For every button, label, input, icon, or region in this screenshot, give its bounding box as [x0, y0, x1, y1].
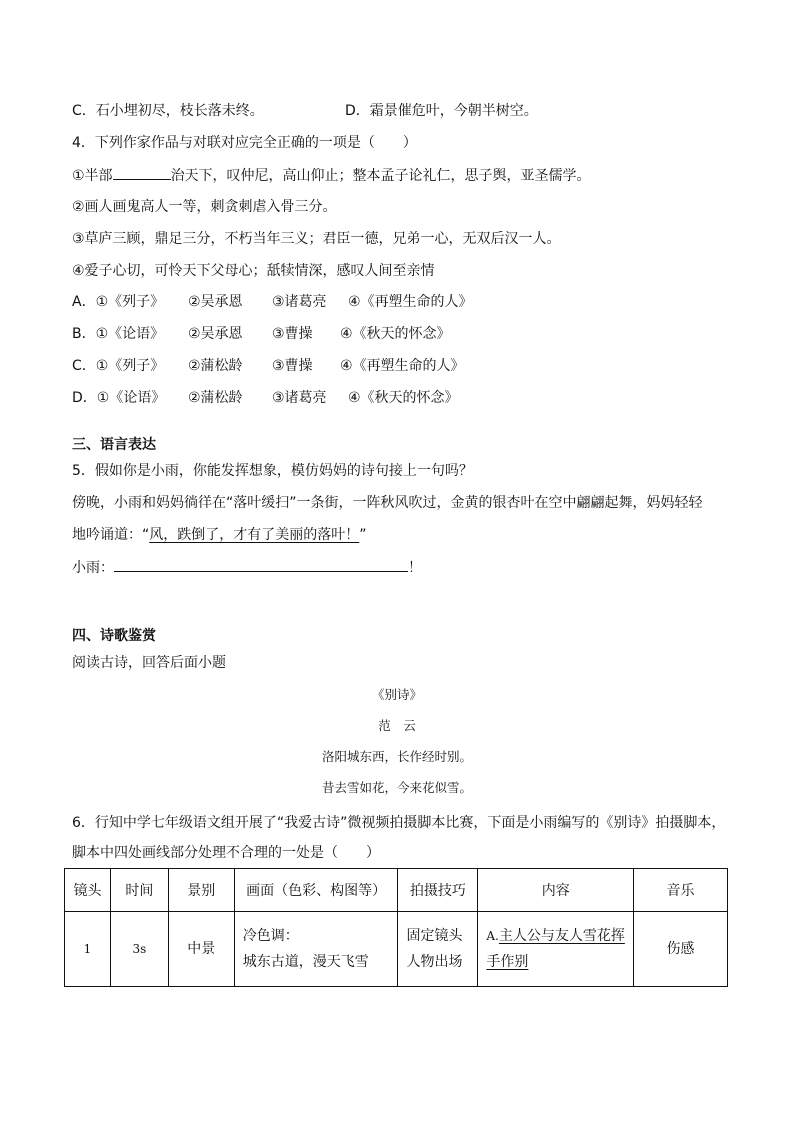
q5-context-line-2: 地吟诵道：“风，跌倒了，才有了美丽的落叶！”	[72, 527, 367, 543]
cell-picture: 冷色调： 城东古道，漫天飞雪	[234, 912, 398, 987]
q4-couplet-4: ④爱子心切，可怜天下父母心；舐犊情深，感叹人间至亲情	[72, 263, 435, 279]
header-shot: 镜头	[65, 869, 111, 912]
q4-stem: 4．下列作家作品与对联对应完全正确的一项是（ ）	[72, 135, 417, 151]
q4-couplet-1-start: ①半部	[72, 168, 113, 184]
q3-options-row	[72, 101, 538, 121]
q4-couplet-1-end: 治天下，叹仲尼，高山仰止；整本孟子论礼仁，思子舆，亚圣儒学。	[170, 168, 591, 184]
poem-line-1: 洛阳城东西，长作经时别。	[321, 749, 472, 764]
header-picture: 画面（色彩、构图等）	[234, 869, 398, 912]
q4-option-a: A．①《列子》 ②吴承恩 ③诸葛亮 ④《再塑生命的人》	[72, 294, 473, 310]
header-scene: 景别	[168, 869, 234, 912]
table-header-row	[65, 869, 728, 912]
section-4-intro: 阅读古诗，回答后面小题	[72, 655, 226, 671]
q5-answer-line: 小雨： ！	[72, 557, 422, 578]
q3-option-d: D．霜景催危叶，今朝半树空。	[345, 103, 538, 119]
q4-option-c: C．①《列子》 ②蒲松龄 ③曹操 ④《再塑生命的人》	[72, 358, 465, 374]
poem-title: 《别诗》	[371, 687, 422, 702]
section-3-title: 三、语言表达	[72, 437, 156, 453]
header-content: 内容	[478, 869, 634, 912]
table-row	[65, 912, 728, 987]
q4-couplet-3: ③草庐三顾，鼎足三分，不朽当年三义；君臣一德，兄弟一心，无双后汉一人。	[72, 231, 561, 247]
cell-content: A.主人公与友人雪花挥 手作别	[478, 912, 634, 987]
cell-time: 3s	[110, 912, 168, 987]
shooting-script-table	[64, 868, 728, 987]
cell-shot: 1	[65, 912, 111, 987]
q4-option-b: B．①《论语》 ②吴承恩 ③曹操 ④《秋天的怀念》	[72, 326, 451, 342]
q5-stem: 5．假如你是小雨，你能发挥想象，模仿妈妈的诗句接上一句吗？	[72, 463, 473, 479]
q5-context-line-1: 傍晚，小雨和妈妈徜徉在“落叶缓扫”一条街，一阵秋风吹过，金黄的银杏叶在空中翩翩起舞，妈妈轻轻	[72, 495, 703, 511]
cell-scene: 中景	[168, 912, 234, 987]
q5-answer-blank[interactable]	[114, 557, 408, 572]
q4-couplet-2: ②画人画鬼高人一等，刺贪刺虐入骨三分。	[72, 199, 337, 215]
header-time: 时间	[110, 869, 168, 912]
q3-option-c: C．石小埋初尽，枝长落未终。	[72, 103, 264, 119]
q4-couplet-1-blank	[113, 165, 171, 180]
q6-stem-line-1: 6．行知中学七年级语文组开展了“我爱古诗”微视频拍摄脚本比赛，下面是小雨编写的《别诗》拍摄脚本，	[72, 815, 726, 831]
section-4-title: 四、诗歌鉴赏	[72, 628, 156, 644]
header-technique: 拍摄技巧	[398, 869, 478, 912]
cell-technique: 固定镜头 人物出场	[398, 912, 478, 987]
q4-couplet-1	[72, 165, 591, 186]
cell-music: 伤感	[634, 912, 728, 987]
q4-option-d: D．①《论语》 ②蒲松龄 ③诸葛亮 ④《秋天的怀念》	[72, 390, 459, 406]
header-music: 音乐	[634, 869, 728, 912]
poem-author: 范 云	[378, 718, 416, 733]
q6-stem-line-2: 脚本中四处画线部分处理不合理的一处是（ ）	[72, 845, 380, 861]
poem-line-2: 昔去雪如花，今来花似雪。	[321, 780, 472, 795]
q5-mother-verse: 风，跌倒了，才有了美丽的落叶！	[149, 527, 360, 543]
